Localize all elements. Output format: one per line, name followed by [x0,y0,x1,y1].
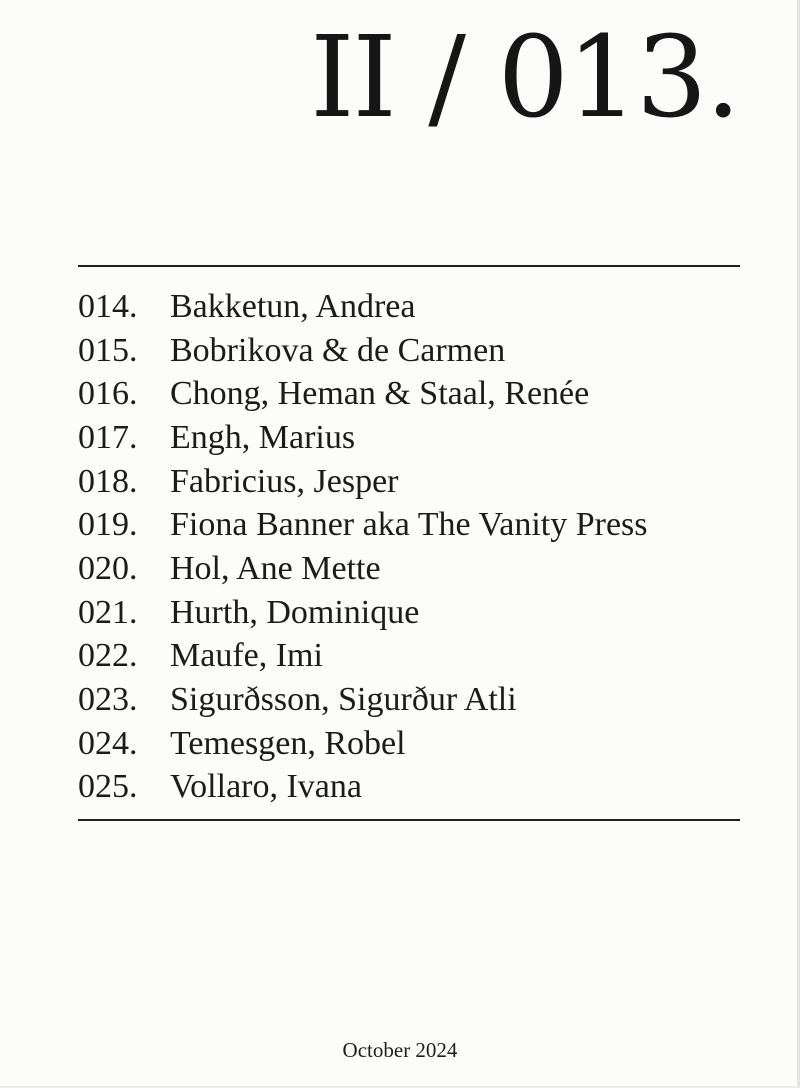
contents-list [78,285,648,809]
contents-entry [78,766,648,810]
entry-number: 016. [78,375,138,413]
contents-entry [78,591,648,635]
contents-entry [78,329,648,373]
entry-name: Sigurðsson, Sigurður Atli [170,681,517,719]
entry-number: 018. [78,462,138,500]
publication-date: October 2024 [342,1038,458,1062]
entry-number: 021. [78,593,138,631]
entry-name: Temesgen, Robel [170,724,406,762]
contents-entry [78,503,648,547]
entry-name: Bobrikova & de Carmen [170,331,506,369]
entry-number: 023. [78,681,138,719]
entry-number: 019. [78,506,138,544]
contents-entry [78,547,648,591]
contents-entry [78,722,648,766]
entry-name: Hurth, Dominique [170,593,420,631]
entry-number: 024. [78,724,138,762]
contents-entry [78,678,648,722]
contents-entry [78,285,648,329]
entry-name: Fiona Banner aka The Vanity Press [170,506,648,544]
entry-name: Maufe, Imi [170,637,323,675]
entry-number: 022. [78,637,138,675]
contents-entry [78,460,648,504]
entry-number: 025. [78,768,138,806]
entry-name: Bakketun, Andrea [170,287,416,325]
contents-entry [78,372,648,416]
entry-name: Vollaro, Ivana [170,768,362,806]
entry-name: Chong, Heman & Staal, Renée [170,375,590,413]
entry-number: 020. [78,549,138,587]
entry-name: Fabricius, Jesper [170,462,399,500]
contents-entry [78,416,648,460]
top-divider [78,265,740,267]
bottom-divider [78,819,740,821]
entry-name: Hol, Ane Mette [170,549,381,587]
entry-number: 014. [78,287,138,325]
entry-number: 017. [78,418,138,456]
page-title: II / 013. [310,13,739,143]
contents-entry [78,635,648,679]
entry-number: 015. [78,331,138,369]
entry-name: Engh, Marius [170,418,356,456]
